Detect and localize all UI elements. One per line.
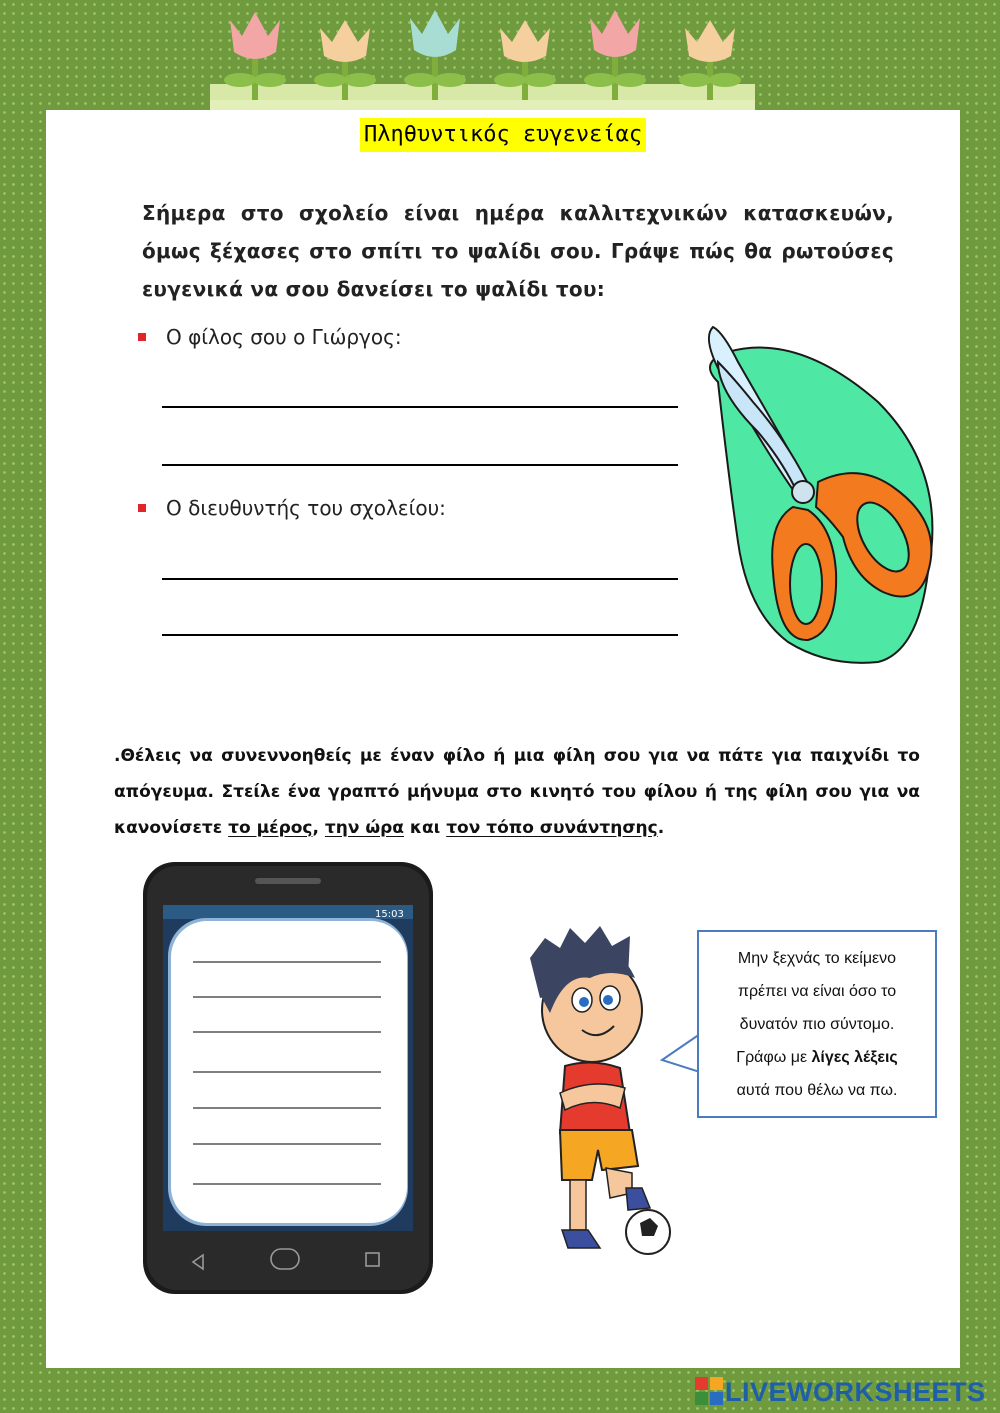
- answer-line-friend-2[interactable]: [162, 464, 678, 466]
- underline-place: το μέρος: [228, 818, 313, 838]
- speech-bubble-tail: [660, 1032, 700, 1078]
- liveworksheets-logo-icon: [695, 1377, 723, 1405]
- answer-line-principal-1[interactable]: [162, 578, 678, 580]
- worksheet-title: Πληθυντικός ευγενείας: [360, 118, 646, 152]
- liveworksheets-brand[interactable]: [695, 1373, 986, 1411]
- bullet-principal-label: Ο διευθυντής του σχολείου:: [166, 496, 446, 520]
- scissors-illustration: [678, 322, 948, 670]
- bubble-line-4: [699, 1041, 935, 1074]
- answer-line-principal-2[interactable]: [162, 634, 678, 636]
- bullet-marker: [138, 333, 146, 341]
- tulip-header-decoration: [210, 0, 755, 115]
- underline-meeting-point: τον τόπο συνάντησης: [446, 818, 658, 838]
- bullet-friend-label: Ο φίλος σου ο Γιώργος:: [166, 325, 402, 349]
- bubble-line-4-text: Γράφω με: [736, 1049, 812, 1066]
- task2-end: .: [657, 818, 665, 838]
- task2-separator: ,: [312, 818, 325, 838]
- brand-label: LIVEWORKSHEETS: [725, 1377, 986, 1407]
- bullet-principal: [138, 496, 446, 520]
- intro-paragraph: Σήμερα στο σχολείο είναι ημέρα καλλιτεχνικών κατασκευών, όμως ξέχασες στο σπίτι το ψαλίδι σου. Γράψε πώς θα ρωτούσες ευγενικά να σου δανείσει το ψαλίδι του:: [142, 201, 894, 301]
- underline-time: την ώρα: [324, 818, 404, 838]
- bubble-line-1: Μην ξεχνάς το κείμενο: [737, 950, 897, 967]
- bubble-line-2: πρέπει να είναι όσο το: [737, 983, 897, 1000]
- task2-text: .Θέλεις να συνεννοηθείς με έναν φίλο ή μια φίλη σου για να πάτε για παιχνίδι το απόγευμα. Στείλε ένα γραπτό μήνυμα στο κινητό του φίλου ή της φίλη σου για να κανονίσετε: [114, 746, 920, 838]
- bubble-line-3: δυνατόν πιο σύντομο.: [739, 1016, 895, 1033]
- answer-line-friend-1[interactable]: [162, 406, 678, 408]
- bullet-friend: [138, 325, 402, 349]
- task2-separator: και: [403, 818, 447, 838]
- speech-bubble: [697, 930, 937, 1118]
- phone-status-time: 15:03: [375, 909, 404, 920]
- bullet-marker: [138, 504, 146, 512]
- bubble-line-5: αυτά που θέλω να πω.: [736, 1082, 898, 1099]
- task2-paragraph: [114, 738, 920, 846]
- phone-illustration: [143, 862, 433, 1294]
- bubble-emphasis: λίγες λέξεις: [811, 1049, 898, 1066]
